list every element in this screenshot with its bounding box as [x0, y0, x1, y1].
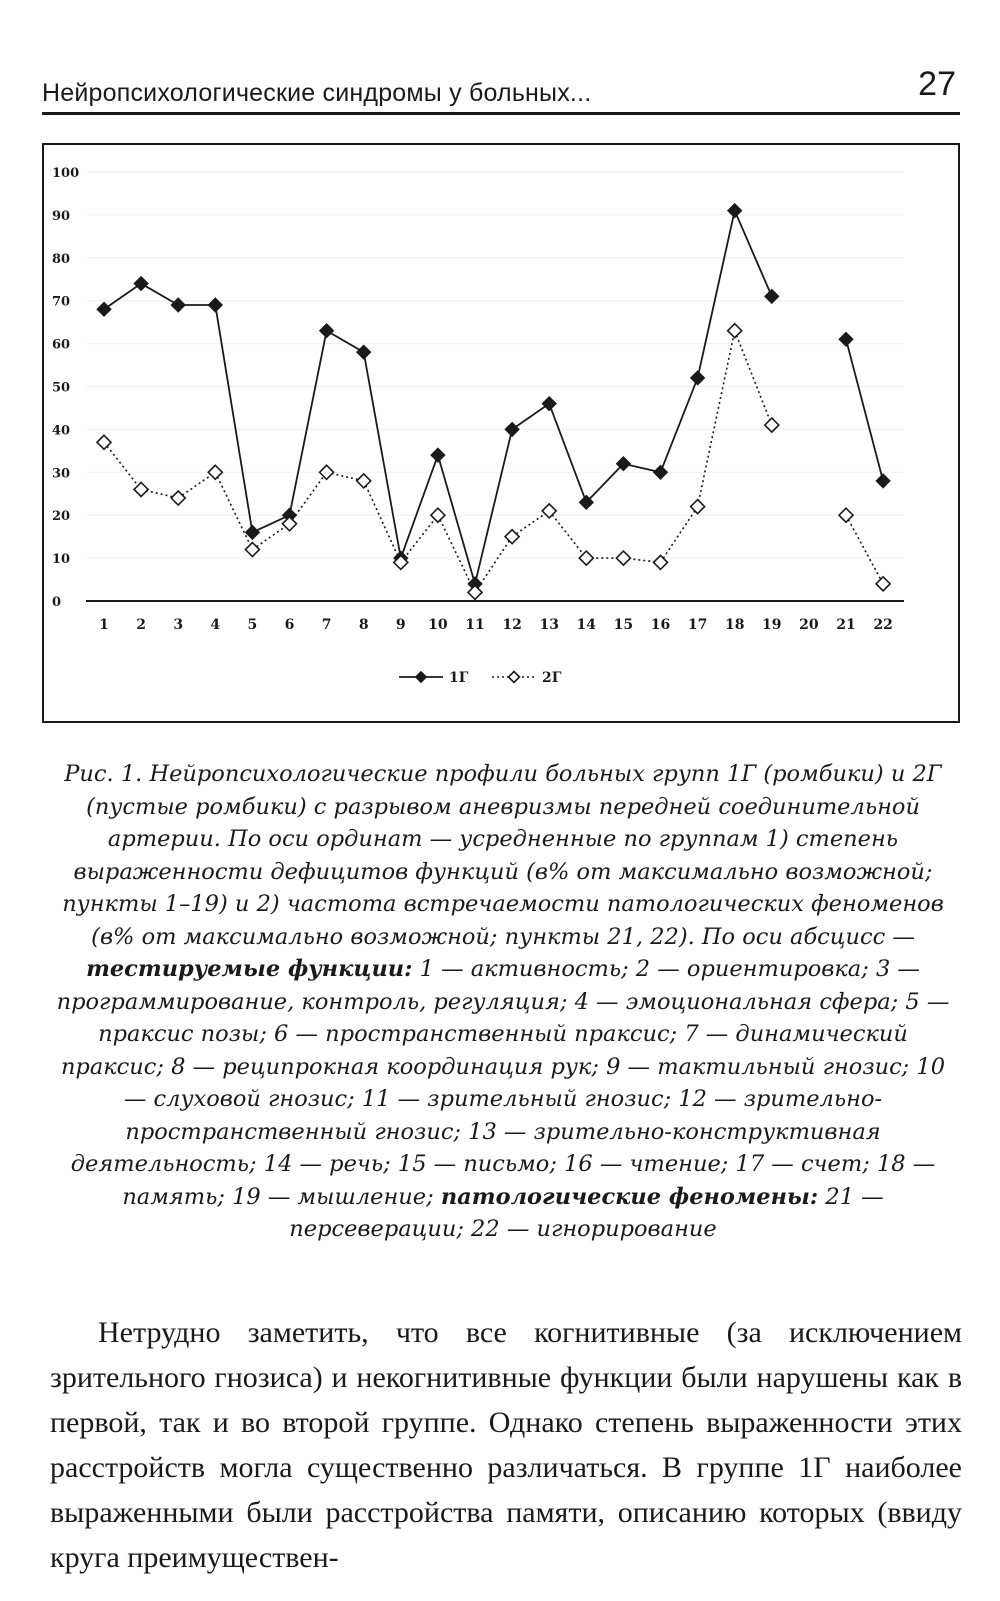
x-tick-label: 2: [136, 617, 146, 633]
x-tick-label: 15: [613, 617, 634, 633]
running-title: Нейропсихологические синдромы у больных...: [42, 79, 592, 107]
data-point-2g: [97, 435, 111, 449]
data-point-2g: [171, 491, 185, 505]
series-line-segment: [252, 524, 289, 550]
series-line-segment: [290, 331, 327, 515]
data-point-2g: [468, 585, 482, 599]
body-paragraph: Нетрудно заметить, что все когнитивные (за исключением зрительного гнозиса) и некогнитивные функции были нарушены как в первой, так и во второй группе. Однако степень выраженности этих расстройств могла существенно различаться. В группе 1Г наиболее выраженными были расстройства памяти, описанию которых (ввиду круга преимуществен-: [50, 1316, 962, 1574]
y-tick-label: 20: [52, 509, 71, 525]
caption-phenomena-label: патологические феномены:: [440, 1183, 819, 1210]
data-point-1g: [320, 324, 334, 338]
y-tick-label: 80: [52, 251, 71, 267]
legend-item: [399, 670, 469, 686]
x-tick-label: 8: [358, 617, 369, 633]
x-tick-label: 7: [321, 617, 332, 633]
series-line-segment: [104, 284, 141, 310]
y-tick-label: 90: [52, 208, 71, 224]
legend-swatch-marker: [416, 672, 427, 683]
series-line-segment: [401, 515, 438, 562]
legend-label: 1Г: [449, 670, 469, 686]
data-point-2g: [208, 465, 222, 479]
legend-item: [492, 670, 562, 686]
series-1g: [97, 204, 890, 591]
figure-caption: [48, 758, 958, 1246]
data-point-2g: [320, 465, 334, 479]
data-point-2g: [765, 418, 779, 432]
caption-phenomena-text: 21 — персеверации; 22 — игнорирование: [289, 1183, 884, 1242]
series-line-segment: [327, 331, 364, 352]
series-line-segment: [735, 331, 772, 425]
axes: [52, 166, 904, 633]
data-point-2g: [691, 500, 705, 514]
x-tick-label: 22: [873, 617, 893, 633]
data-point-2g: [357, 474, 371, 488]
x-tick-label: 12: [502, 617, 522, 633]
x-tick-label: 19: [762, 617, 782, 633]
data-point-1g: [171, 298, 185, 312]
series-line-segment: [549, 404, 586, 503]
x-tick-label: 6: [284, 617, 295, 633]
data-point-2g: [542, 504, 556, 518]
running-header: [42, 60, 960, 115]
y-tick-label: 100: [52, 166, 80, 181]
legend-label: 2Г: [542, 670, 562, 686]
data-point-2g: [728, 324, 742, 338]
data-point-2g: [616, 551, 630, 565]
data-point-1g: [765, 289, 779, 303]
series-line-segment: [364, 481, 401, 563]
data-point-2g: [245, 543, 259, 557]
data-point-1g: [431, 448, 445, 462]
series-line-segment: [475, 537, 512, 593]
y-tick-label: 30: [52, 466, 71, 482]
data-point-1g: [691, 371, 705, 385]
page-number: 27: [918, 65, 956, 103]
caption-functions-text: 1 — активность; 2 — ориентировка; 3 — программирование, контроль, регуляция; 4 — эмоциональная сфера; 5 — праксис позы; 6 — пространственный праксис; 7 — динамический праксис; 8 — реципрокная координация рук; 9 — тактильный гнозис; 10 — слуховой гнозис; 11 — зрительный гнозис; 12 — зрительно-пространственный гнозис; 13 — зрительно-конструктивная деятельность; 14 — речь; 15 — письмо; 16 — чтение; 17 — счет; 18 — память; 19 — мышление;: [56, 956, 950, 1210]
x-tick-label: 9: [395, 617, 406, 633]
data-point-1g: [134, 277, 148, 291]
data-point-1g: [728, 204, 742, 218]
series-line-segment: [364, 352, 401, 558]
caption-functions-label: тестируемые функции:: [86, 956, 413, 982]
x-tick-label: 17: [687, 617, 708, 633]
series-line-segment: [438, 515, 475, 592]
data-point-1g: [97, 302, 111, 316]
x-tick-label: 16: [650, 617, 671, 633]
data-point-1g: [654, 465, 668, 479]
data-point-1g: [839, 332, 853, 346]
series-line-segment: [586, 464, 623, 503]
data-point-1g: [245, 525, 259, 539]
series-line-segment: [698, 331, 735, 507]
series-line-segment: [846, 339, 883, 481]
y-tick-label: 40: [52, 423, 71, 439]
series-line-segment: [512, 404, 549, 430]
series-group: [97, 204, 890, 600]
legend: [399, 670, 562, 686]
data-point-1g: [876, 474, 890, 488]
x-tick-label: 5: [247, 617, 258, 633]
y-tick-label: 70: [52, 294, 71, 310]
data-point-1g: [505, 422, 519, 436]
x-tick-label: 20: [799, 617, 819, 633]
y-tick-label: 50: [52, 380, 71, 396]
series-line-segment: [735, 211, 772, 297]
x-tick-label: 21: [836, 617, 856, 633]
series-line-segment: [401, 455, 438, 558]
x-tick-label: 14: [576, 617, 597, 633]
data-point-2g: [134, 482, 148, 496]
series-line-segment: [178, 472, 215, 498]
data-point-2g: [876, 577, 890, 591]
series-line-segment: [215, 305, 252, 532]
series-line-segment: [475, 429, 512, 583]
caption-lead: Рис. 1. Нейропсихологические профили больных групп 1Г (ромбики) и 2Г (пустые ромбики) с разрывом аневризмы передней соединительной артерии. По оси ординат — усредненные по группам 1) степень выраженности дефицитов функций (в% от максимально возможной; пункты 1–19) и 2) частота встречаемости патологических феноменов (в% от максимально возможной; пункты 21, 22). По оси абсцисс —: [62, 761, 944, 950]
x-tick-label: 3: [173, 617, 184, 633]
y-tick-label: 0: [52, 595, 62, 610]
x-tick-label: 4: [210, 617, 221, 633]
series-line-segment: [215, 472, 252, 549]
series-line-segment: [661, 378, 698, 472]
series-line-segment: [104, 442, 141, 489]
data-point-1g: [357, 345, 371, 359]
x-tick-label: 13: [539, 617, 559, 633]
series-line-segment: [549, 511, 586, 558]
y-tick-label: 60: [52, 337, 71, 353]
data-point-2g: [579, 551, 593, 565]
data-point-2g: [505, 530, 519, 544]
x-tick-label: 18: [724, 617, 745, 633]
series-line-segment: [698, 211, 735, 378]
series-line-segment: [438, 455, 475, 584]
series-line-segment: [141, 284, 178, 305]
data-point-2g: [431, 508, 445, 522]
series-line-segment: [846, 515, 883, 584]
legend-swatch-marker: [509, 672, 520, 683]
data-point-2g: [283, 517, 297, 531]
x-tick-label: 1: [99, 617, 109, 633]
x-tick-label: 10: [428, 617, 448, 633]
y-tick-label: 10: [52, 552, 71, 568]
data-point-1g: [542, 397, 556, 411]
data-point-2g: [839, 508, 853, 522]
data-point-1g: [208, 298, 222, 312]
x-tick-label: 11: [465, 617, 485, 633]
line-chart: [44, 145, 958, 721]
data-point-2g: [654, 555, 668, 569]
figure-frame: [42, 143, 960, 723]
